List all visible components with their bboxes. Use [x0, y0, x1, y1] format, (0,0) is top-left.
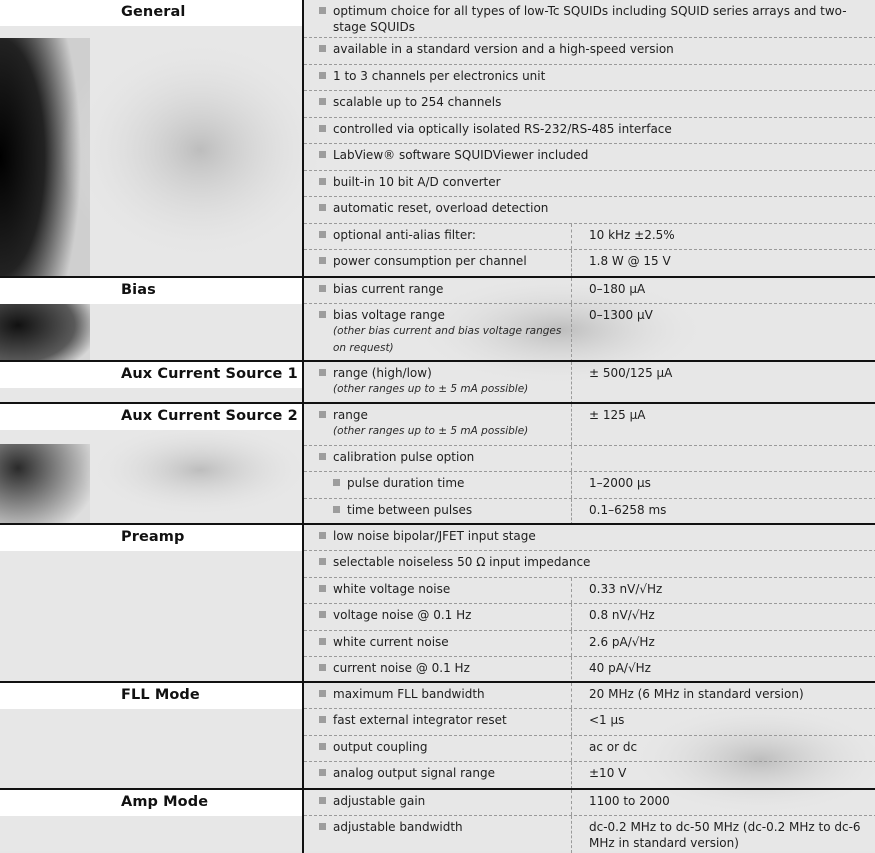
spec-row	[304, 38, 875, 65]
spec-text-block	[333, 174, 871, 190]
square-bullet-icon	[319, 664, 326, 671]
spec-label: low noise bipolar/JFET input stage	[333, 529, 536, 543]
spec-text-block	[333, 554, 871, 570]
square-bullet-icon	[319, 7, 326, 14]
spec-label-cell	[304, 197, 875, 223]
spec-label-cell	[304, 816, 572, 853]
spec-label: LabView® software SQUIDViewer included	[333, 148, 589, 162]
spec-value: 0–1300 μV	[589, 308, 653, 322]
spec-label-cell	[304, 65, 875, 90]
spec-label-cell	[304, 525, 875, 550]
spec-text-block	[333, 365, 565, 398]
section-label-band	[0, 278, 302, 304]
spec-label: power consumption per channel	[333, 254, 527, 268]
square-bullet-icon	[319, 638, 326, 645]
square-bullet-icon	[319, 611, 326, 618]
section-label-band	[0, 790, 302, 816]
spec-row	[304, 790, 875, 816]
spec-label: bias voltage range	[333, 308, 445, 322]
spec-text-block	[333, 407, 565, 440]
spec-label-cell	[304, 278, 572, 303]
spec-value: 0.8 nV/√Hz	[589, 608, 655, 622]
square-bullet-icon	[319, 558, 326, 565]
spec-label: adjustable bandwidth	[333, 820, 463, 834]
spec-text-block	[333, 281, 565, 297]
square-bullet-icon	[319, 585, 326, 592]
square-bullet-icon	[319, 72, 326, 79]
spec-note: (other ranges up to ± 5 mA possible)	[333, 383, 529, 395]
square-bullet-icon	[319, 716, 326, 723]
spec-text-block	[333, 68, 871, 84]
square-bullet-icon	[319, 231, 326, 238]
spec-text-block	[333, 449, 565, 465]
spec-label-cell	[304, 446, 572, 471]
spec-row	[304, 404, 875, 446]
spec-row	[304, 197, 875, 224]
spec-text-block	[333, 227, 565, 243]
spec-value: 1–2000 μs	[589, 476, 651, 490]
section-fll-mode	[0, 681, 875, 787]
square-bullet-icon	[319, 823, 326, 830]
spec-label: adjustable gain	[333, 794, 426, 808]
spec-label: range	[333, 408, 368, 422]
section-amp-mode	[0, 788, 875, 851]
spec-row	[304, 278, 875, 304]
spec-text-block	[333, 819, 565, 835]
spec-text-block	[333, 200, 871, 216]
square-bullet-icon	[319, 178, 326, 185]
spec-label-cell	[304, 362, 572, 404]
spec-value: 2.6 pA/√Hz	[589, 635, 655, 649]
spec-text-block	[347, 502, 565, 518]
spec-note: (other bias current and bias voltage ranges on request)	[333, 325, 562, 354]
spec-row	[304, 709, 875, 736]
spec-label: pulse duration time	[347, 476, 465, 490]
section-label: General	[121, 4, 186, 20]
spec-rows	[302, 278, 875, 362]
spec-label: built-in 10 bit A/D converter	[333, 175, 501, 189]
spec-row	[304, 250, 875, 276]
spec-text-block	[333, 634, 565, 650]
square-bullet-icon	[319, 532, 326, 539]
spec-label-cell	[304, 38, 875, 64]
section-label-band	[0, 683, 302, 709]
spec-value: 0.1–6258 ms	[589, 503, 667, 517]
spec-value: 40 pA/√Hz	[589, 661, 651, 675]
square-bullet-icon	[319, 769, 326, 776]
spec-label: bias current range	[333, 282, 444, 296]
spec-label: analog output signal range	[333, 766, 496, 780]
spec-label-cell	[304, 404, 572, 445]
spec-label-cell	[304, 0, 875, 37]
spec-label-cell	[304, 472, 572, 498]
section-preamp	[0, 523, 875, 682]
square-bullet-icon	[319, 45, 326, 52]
square-bullet-icon	[319, 125, 326, 132]
spec-label-cell	[304, 499, 572, 525]
square-bullet-icon	[319, 369, 326, 376]
spec-text-block	[333, 528, 871, 544]
spec-label: optional anti-alias filter:	[333, 228, 476, 242]
square-bullet-icon	[319, 257, 326, 264]
spec-label: white current noise	[333, 635, 449, 649]
section-label: Aux Current Source 1	[121, 366, 298, 382]
spec-label-cell	[304, 578, 572, 603]
section-label: Preamp	[121, 529, 185, 545]
spec-label-cell	[304, 144, 875, 170]
spec-text-block	[333, 660, 565, 676]
spec-label: white voltage noise	[333, 582, 451, 596]
section-label-band	[0, 404, 302, 430]
spec-row	[304, 683, 875, 709]
spec-rows	[302, 0, 875, 276]
spec-label-cell	[304, 91, 875, 117]
square-bullet-icon	[319, 98, 326, 105]
spec-text-block	[333, 253, 565, 269]
spec-label-cell	[304, 736, 572, 761]
spec-label-cell	[304, 304, 572, 362]
spec-row	[304, 65, 875, 91]
square-bullet-icon	[319, 453, 326, 460]
spec-text-block	[333, 765, 565, 781]
spec-value: 10 kHz ±2.5%	[589, 228, 675, 242]
spec-label: selectable noiseless 50 Ω input impedance	[333, 555, 591, 569]
spec-text-block	[333, 94, 871, 110]
section-label: Bias	[121, 282, 156, 298]
spec-label: automatic reset, overload detection	[333, 201, 549, 215]
spec-text-block	[333, 41, 871, 57]
spec-row	[304, 604, 875, 631]
section-label-band	[0, 362, 302, 388]
section-label: FLL Mode	[121, 687, 200, 703]
spec-text-block	[333, 581, 565, 597]
spec-label: optimum choice for all types of low-Tc SQUIDs including SQUID series arrays and two-stage SQUIDs	[333, 4, 847, 34]
section-label-band	[0, 0, 302, 26]
spec-value: ±10 V	[589, 766, 627, 780]
square-bullet-icon	[333, 479, 340, 486]
spec-row	[304, 657, 875, 684]
spec-rows	[302, 404, 875, 525]
spec-text-block	[333, 686, 565, 702]
spec-row	[304, 118, 875, 144]
section-aux-current-source-1	[0, 360, 875, 402]
spec-row	[304, 304, 875, 362]
spec-label-cell	[304, 118, 875, 143]
spec-value: 0–180 μA	[589, 282, 646, 296]
spec-label: fast external integrator reset	[333, 713, 507, 727]
spec-label: maximum FLL bandwidth	[333, 687, 485, 701]
spec-note: (other ranges up to ± 5 mA possible)	[333, 425, 529, 437]
spec-rows	[302, 790, 875, 853]
spec-row	[304, 762, 875, 789]
spec-text-block	[333, 607, 565, 623]
square-bullet-icon	[319, 743, 326, 750]
spec-label: output coupling	[333, 740, 428, 754]
spec-row	[304, 816, 875, 853]
spec-value: ± 500/125 μA	[589, 366, 673, 380]
section-label: Aux Current Source 2	[121, 408, 298, 424]
spec-row	[304, 0, 875, 38]
spec-row	[304, 551, 875, 578]
spec-label: time between pulses	[347, 503, 473, 517]
spec-rows	[302, 525, 875, 684]
spec-label-cell	[304, 224, 572, 249]
spec-row	[304, 91, 875, 118]
spec-row	[304, 736, 875, 762]
spec-label-cell	[304, 604, 572, 630]
square-bullet-icon	[319, 204, 326, 211]
spec-row	[304, 631, 875, 657]
spec-label-cell	[304, 250, 572, 276]
square-bullet-icon	[319, 690, 326, 697]
spec-label: range (high/low)	[333, 366, 432, 380]
spec-value: 1.8 W @ 15 V	[589, 254, 671, 268]
spec-row	[304, 472, 875, 499]
spec-row	[304, 525, 875, 551]
square-bullet-icon	[333, 506, 340, 513]
square-bullet-icon	[319, 151, 326, 158]
spec-text-block	[333, 121, 871, 137]
square-bullet-icon	[319, 411, 326, 418]
spec-text-block	[333, 739, 565, 755]
spec-text-block	[333, 307, 565, 357]
spec-text-block	[333, 793, 565, 809]
spec-label: calibration pulse option	[333, 450, 475, 464]
spec-value: ± 125 μA	[589, 408, 646, 422]
square-bullet-icon	[319, 797, 326, 804]
spec-label-cell	[304, 709, 572, 735]
spec-label-cell	[304, 762, 572, 789]
section-label: Amp Mode	[121, 794, 209, 810]
spec-label: available in a standard version and a high-speed version	[333, 42, 674, 56]
spec-row	[304, 171, 875, 197]
spec-label-cell	[304, 551, 875, 577]
section-label-band	[0, 525, 302, 551]
spec-row	[304, 578, 875, 604]
spec-rows	[302, 362, 875, 404]
spec-value: 0.33 nV/√Hz	[589, 582, 663, 596]
spec-label: 1 to 3 channels per electronics unit	[333, 69, 546, 83]
spec-label-cell	[304, 631, 572, 656]
spec-value: dc-0.2 MHz to dc-50 MHz (dc-0.2 MHz to dc-6 MHz in standard version)	[589, 820, 861, 850]
square-bullet-icon	[319, 311, 326, 318]
section-bias	[0, 276, 875, 360]
spec-value: 20 MHz (6 MHz in standard version)	[589, 687, 804, 701]
spec-rows	[302, 683, 875, 789]
spec-row	[304, 446, 875, 472]
section-aux-current-source-2	[0, 402, 875, 523]
spec-label-cell	[304, 171, 875, 196]
spec-text-block	[347, 475, 565, 491]
spec-label-cell	[304, 683, 572, 708]
spec-text-block	[333, 147, 871, 163]
spec-row	[304, 224, 875, 250]
spec-value: ac or dc	[589, 740, 638, 754]
section-general	[0, 0, 875, 276]
spec-label: voltage noise @ 0.1 Hz	[333, 608, 472, 622]
spec-row	[304, 362, 875, 404]
spec-value: 1100 to 2000	[589, 794, 670, 808]
spec-row	[304, 144, 875, 171]
spec-text-block	[333, 3, 871, 35]
spec-label-cell	[304, 790, 572, 815]
spec-label: scalable up to 254 channels	[333, 95, 502, 109]
spec-value: <1 μs	[589, 713, 625, 727]
spec-label: controlled via optically isolated RS-232/RS-485 interface	[333, 122, 672, 136]
spec-text-block	[333, 712, 565, 728]
square-bullet-icon	[319, 285, 326, 292]
spec-label-cell	[304, 657, 572, 684]
spec-label: current noise @ 0.1 Hz	[333, 661, 470, 675]
spec-row	[304, 499, 875, 525]
